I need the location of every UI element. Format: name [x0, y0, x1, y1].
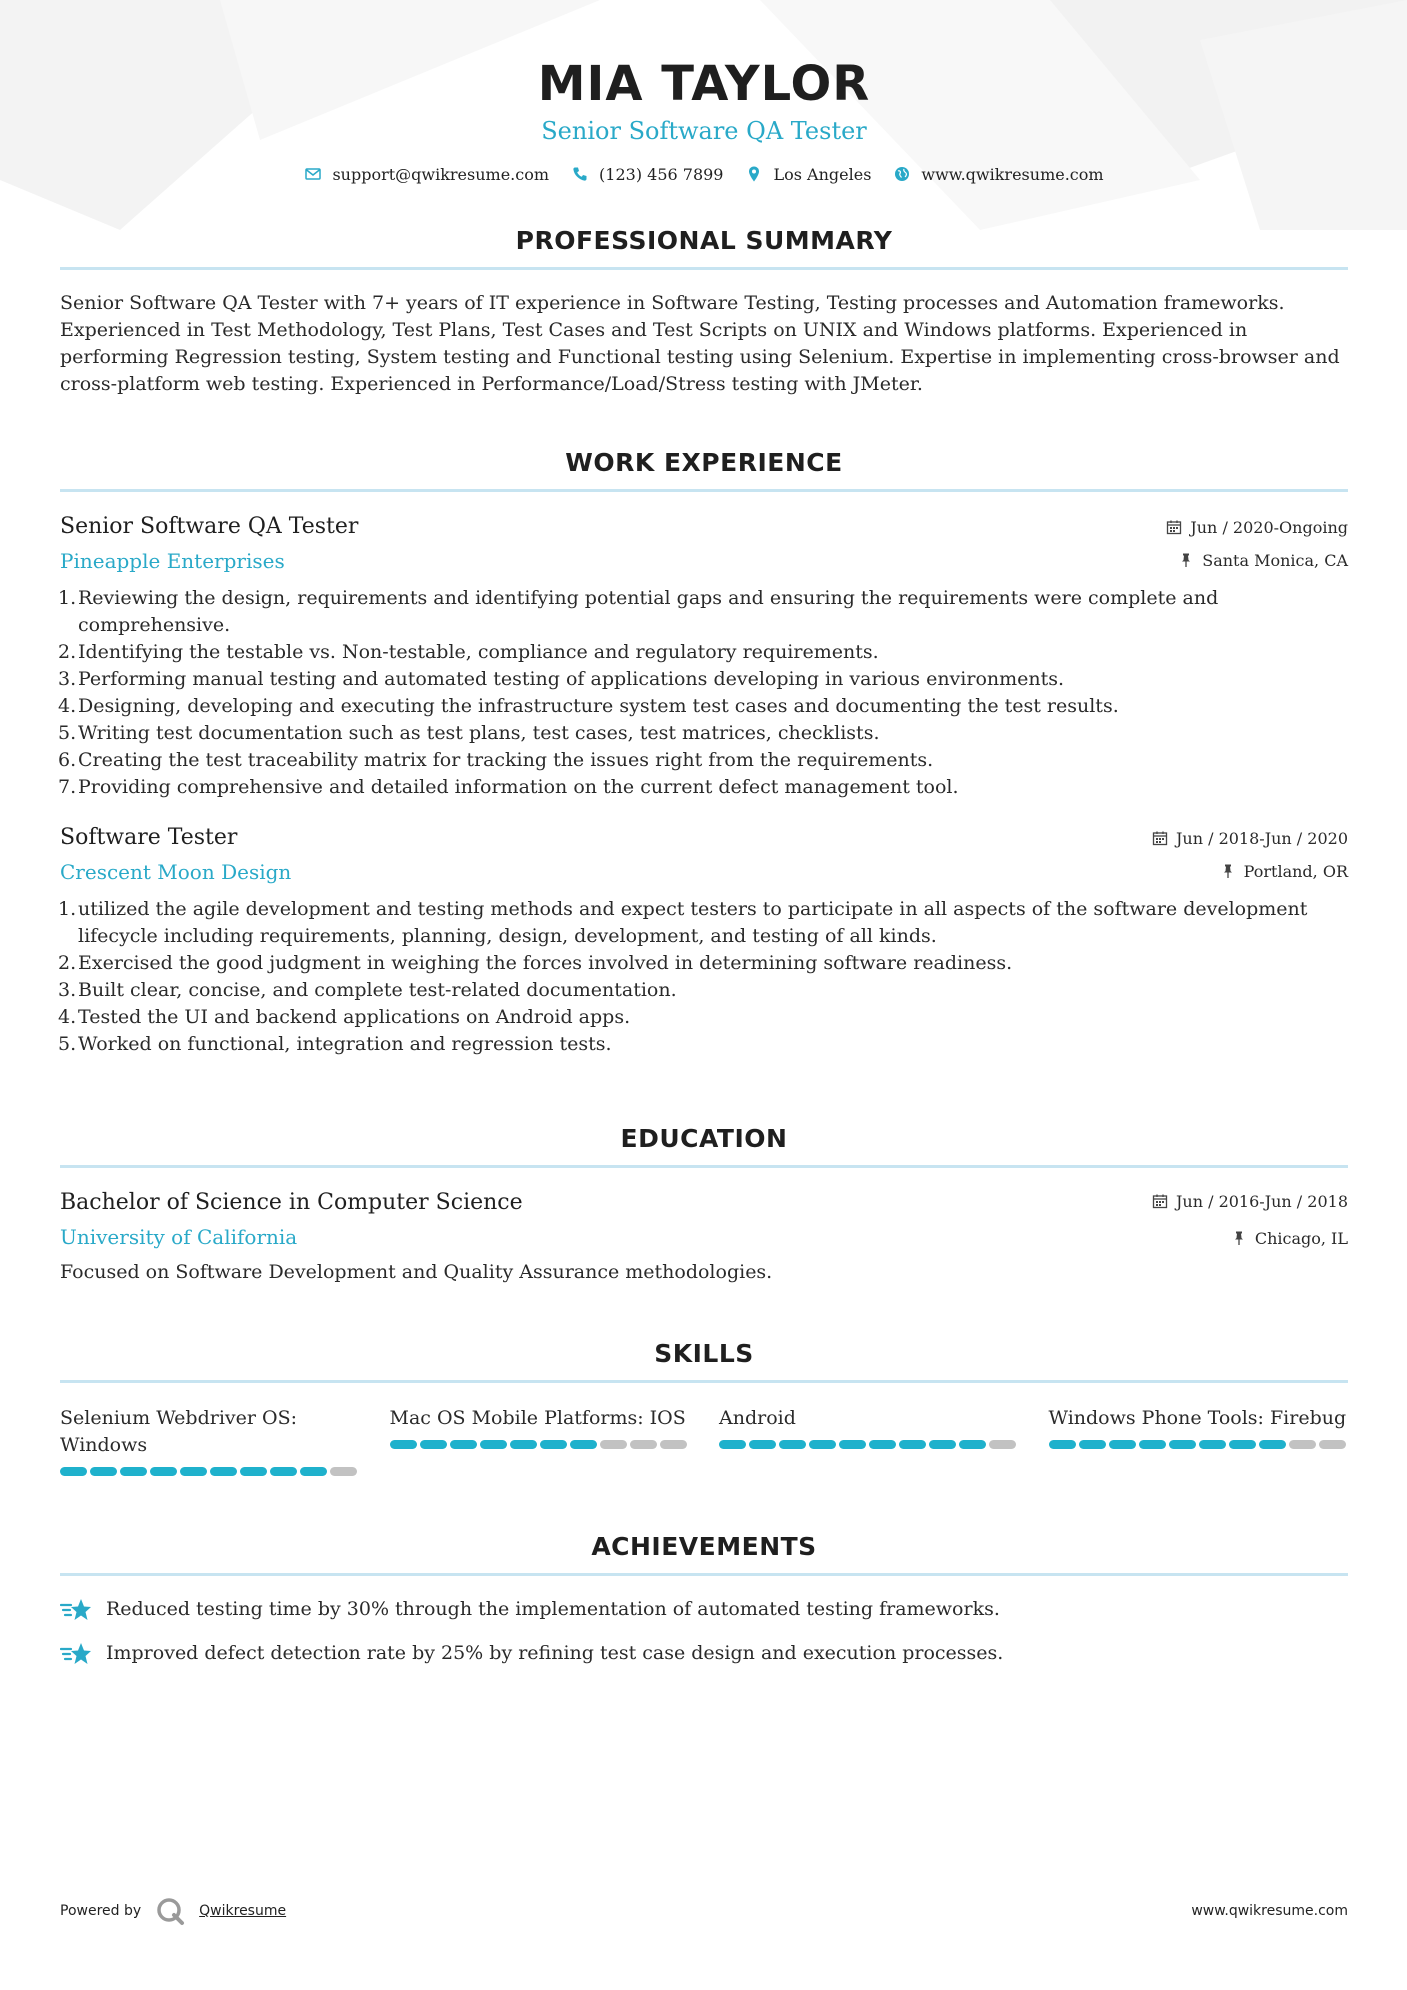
map-marker-icon — [745, 165, 763, 183]
achievement-text: Reduced testing time by 30% through the implementation of automated testing frameworks. — [106, 1598, 1000, 1621]
skill-level-segment — [660, 1440, 687, 1449]
section-divider — [60, 267, 1348, 270]
job-company: Crescent Moon Design — [60, 859, 292, 884]
experience-heading: WORK EXPERIENCE — [565, 447, 843, 477]
skill-level-segment — [510, 1440, 537, 1449]
list-item: 3. Built clear, concise, and complete test-related documentation. — [58, 978, 677, 1001]
education-heading: EDUCATION — [620, 1123, 788, 1153]
achievements-heading: ACHIEVEMENTS — [591, 1531, 817, 1561]
calendar-icon — [1166, 519, 1182, 535]
skills-grid — [60, 1405, 1348, 1476]
skill-level-segment — [300, 1467, 327, 1476]
skill-level-segment — [540, 1440, 567, 1449]
section-divider — [60, 1573, 1348, 1576]
skill-level-segment — [959, 1440, 986, 1449]
list-item: 3. Performing manual testing and automated testing of applications developing in various environments. — [58, 667, 1065, 690]
skill-level-segment — [450, 1440, 477, 1449]
education-dates: Jun / 2016-Jun / 2018 — [1175, 1191, 1348, 1211]
summary-section — [60, 226, 1348, 398]
achievements-list — [60, 1596, 1348, 1668]
skill-level-segment — [1169, 1440, 1196, 1449]
skill-level-segment — [1199, 1440, 1226, 1449]
skill-level-segment — [839, 1440, 866, 1449]
skill-level-segment — [1139, 1440, 1166, 1449]
skill-level-segment — [150, 1467, 177, 1476]
resume-header — [60, 0, 1348, 184]
skill-level-bar — [60, 1467, 360, 1476]
skill-level-bar — [719, 1440, 1019, 1449]
globe-icon — [893, 165, 911, 183]
skill-level-segment — [270, 1467, 297, 1476]
job-duties — [60, 585, 1348, 801]
skill-level-segment — [480, 1440, 507, 1449]
section-divider — [60, 1165, 1348, 1168]
contact-email-text: support@qwikresume.com — [332, 164, 550, 184]
skill-level-segment — [1079, 1440, 1106, 1449]
job-duties — [60, 896, 1348, 1058]
section-divider — [60, 1380, 1348, 1383]
pushpin-icon — [1220, 863, 1236, 879]
education-location: Chicago, IL — [1254, 1228, 1348, 1248]
list-item: 5. Writing test documentation such as test plans, test cases, test matrices, checklists. — [58, 721, 880, 744]
job-entry — [60, 825, 1348, 1058]
skill-level-segment — [570, 1440, 597, 1449]
job-company: Pineapple Enterprises — [60, 548, 285, 573]
powered-by-label: Powered by — [60, 1903, 142, 1919]
skill-name: Selenium Webdriver OS: Windows — [60, 1406, 297, 1456]
job-dates: Jun / 2020-Ongoing — [1190, 517, 1348, 537]
skill-level-segment — [1289, 1440, 1316, 1449]
calendar-icon — [1152, 1193, 1168, 1209]
section-divider — [60, 489, 1348, 492]
skill-level-segment — [1259, 1440, 1286, 1449]
education-entry — [60, 1190, 1348, 1283]
contact-email[interactable] — [304, 165, 549, 184]
skills-section — [60, 1339, 1348, 1476]
page-footer — [60, 1896, 1348, 1926]
skill-level-segment — [330, 1467, 357, 1476]
skills-heading: SKILLS — [654, 1338, 754, 1368]
envelope-icon — [304, 165, 322, 183]
list-item: 7. Providing comprehensive and detailed information on the current defect management tool. — [58, 775, 959, 798]
skill-level-segment — [180, 1467, 207, 1476]
skill-level-segment — [1229, 1440, 1256, 1449]
skill-level-segment — [719, 1440, 746, 1449]
list-item: 2. Exercised the good judgment in weighing the forces involved in determining software readiness. — [58, 951, 1013, 974]
skill-level-segment — [390, 1440, 417, 1449]
contact-website-text: www.qwikresume.com — [921, 164, 1104, 184]
skill-level-segment — [420, 1440, 447, 1449]
resume-page — [60, 0, 1348, 1668]
skill-level-segment — [899, 1440, 926, 1449]
calendar-icon — [1152, 830, 1168, 846]
skill-item — [390, 1405, 690, 1476]
phone-icon — [571, 165, 589, 183]
skill-name: Windows Phone Tools: Firebug — [1048, 1406, 1347, 1429]
qwikresume-link[interactable]: Qwikresume — [199, 1903, 287, 1919]
job-role: Software Tester — [60, 824, 238, 850]
skill-level-segment — [749, 1440, 776, 1449]
education-description: Focused on Software Development and Quality Assurance methodologies. — [60, 1260, 773, 1283]
skill-name: Mac OS Mobile Platforms: IOS — [389, 1406, 686, 1429]
skill-level-segment — [630, 1440, 657, 1449]
education-school: University of California — [60, 1224, 298, 1249]
summary-text: Senior Software QA Tester with 7+ years of IT experience in Software Testing, Testing processes and Automation frameworks. Experienced in Test Methodology, Test Plans, Test Cases and Test Scripts on UNIX and Windows platforms. Experienced in performing Regression testing, System testing and Functional testing using Selenium. Expertise in implementing cross-browser and cross-platform web testing. Experienced in Performance/Load/Stress testing with JMeter. — [60, 291, 1340, 395]
contact-website[interactable] — [893, 165, 1103, 184]
contact-phone[interactable] — [571, 165, 723, 184]
powered-by — [60, 1896, 286, 1926]
skill-item — [60, 1405, 360, 1476]
skill-level-bar — [1049, 1440, 1349, 1449]
skill-level-segment — [1109, 1440, 1136, 1449]
shooting-star-icon — [60, 1596, 92, 1624]
education-degree: Bachelor of Science in Computer Science — [60, 1189, 523, 1215]
skill-level-segment — [600, 1440, 627, 1449]
list-item: 1. utilized the agile development and testing methods and expect testers to participate in all aspects of the software development lifecycle including requirements, planning, design, development, and testing of all kinds. — [58, 897, 1308, 947]
skill-level-segment — [1319, 1440, 1346, 1449]
experience-section — [60, 448, 1348, 1058]
summary-heading: PROFESSIONAL SUMMARY — [515, 225, 893, 255]
skill-item — [719, 1405, 1019, 1476]
skill-level-segment — [779, 1440, 806, 1449]
contact-location-text: Los Angeles — [773, 164, 872, 184]
education-section — [60, 1124, 1348, 1283]
job-role: Senior Software QA Tester — [60, 513, 359, 539]
job-location: Portland, OR — [1243, 861, 1348, 881]
achievement-item — [60, 1640, 1348, 1668]
contact-location — [745, 165, 871, 184]
skill-level-segment — [210, 1467, 237, 1476]
list-item: 5. Worked on functional, integration and regression tests. — [58, 1032, 612, 1055]
skill-level-segment — [989, 1440, 1016, 1449]
achievement-item — [60, 1596, 1348, 1624]
list-item: 2. Identifying the testable vs. Non-testable, compliance and regulatory requirements. — [58, 640, 879, 663]
candidate-title: Senior Software QA Tester — [541, 116, 867, 145]
list-item: 4. Designing, developing and executing the infrastructure system test cases and documenting the test results. — [58, 694, 1119, 717]
job-location: Santa Monica, CA — [1202, 550, 1348, 570]
skill-level-segment — [90, 1467, 117, 1476]
achievement-text: Improved defect detection rate by 25% by refining test case design and execution processes. — [106, 1642, 1004, 1665]
skill-item — [1049, 1405, 1349, 1476]
skill-level-segment — [120, 1467, 147, 1476]
candidate-name: MIA TAYLOR — [537, 56, 871, 112]
list-item: 1. Reviewing the design, requirements and identifying potential gaps and ensuring the requirements were complete and comprehensive. — [58, 586, 1219, 636]
pushpin-icon — [1178, 552, 1194, 568]
skill-level-segment — [809, 1440, 836, 1449]
contact-phone-text: (123) 456 7899 — [599, 164, 724, 184]
skill-name: Android — [719, 1406, 796, 1429]
job-entry — [60, 514, 1348, 801]
list-item: 4. Tested the UI and backend applications on Android apps. — [58, 1005, 631, 1028]
achievements-section — [60, 1532, 1348, 1668]
skill-level-segment — [869, 1440, 896, 1449]
qwikresume-logo-icon — [155, 1896, 185, 1926]
job-dates: Jun / 2018-Jun / 2020 — [1175, 828, 1348, 848]
skill-level-bar — [390, 1440, 690, 1449]
skill-level-segment — [60, 1467, 87, 1476]
pushpin-icon — [1231, 1230, 1247, 1246]
skill-level-segment — [1049, 1440, 1076, 1449]
contact-row — [60, 165, 1348, 184]
skill-level-segment — [929, 1440, 956, 1449]
skill-level-segment — [240, 1467, 267, 1476]
shooting-star-icon — [60, 1640, 92, 1668]
list-item: 6. Creating the test traceability matrix for tracking the issues right from the requirements. — [58, 748, 934, 771]
footer-website[interactable]: www.qwikresume.com — [1191, 1903, 1348, 1919]
